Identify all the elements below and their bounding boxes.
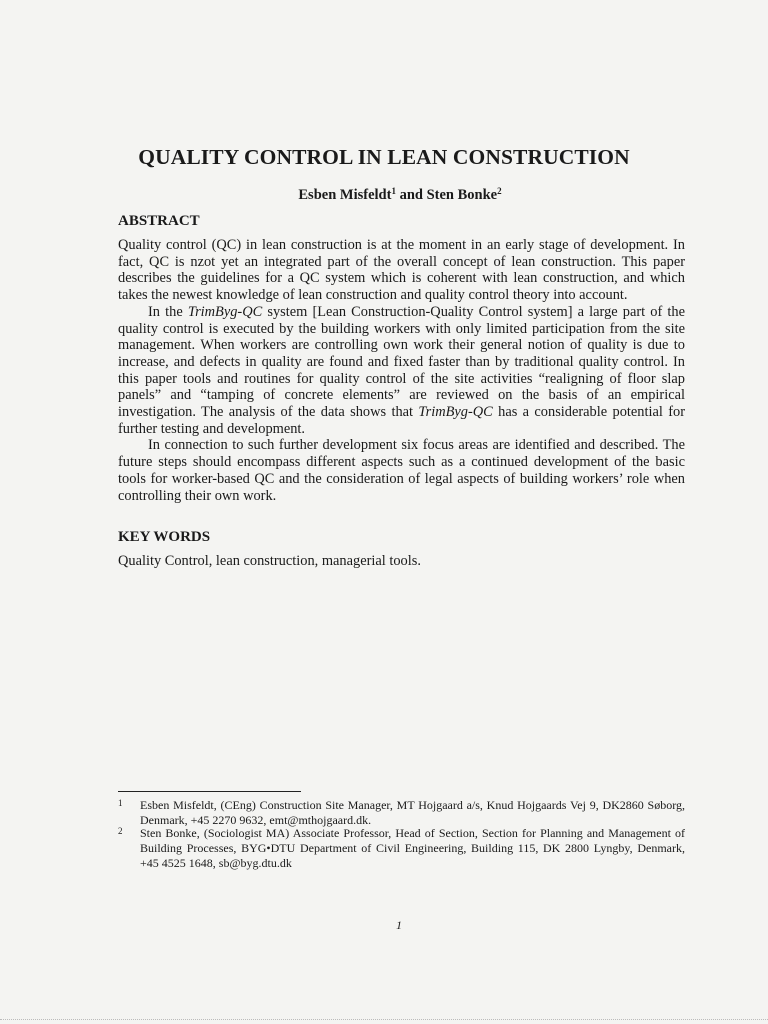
- abstract-paragraph-1: Quality control (QC) in lean construction is at the moment in an early stage of development. In fact, QC is nzot yet an integrated part of the overall concept of lean construction. This paper describes the guidelines for a QC system which is coherent with lean construction, and which takes the newest knowledge of lean construction and quality control theory into account.: [118, 237, 685, 304]
- abstract-body: [118, 237, 685, 504]
- footnote-1-number: 1: [118, 798, 123, 808]
- keywords-heading: KEY WORDS: [118, 529, 211, 545]
- footnote-1: [118, 798, 685, 828]
- footnote-1-text: Esben Misfeldt, (CEng) Construction Site Manager, MT Hojgaard a/s, Knud Hojgaards Vej 9, DK2860 Søborg, Denmark, +45 2270 9632, emt@mthojgaard.dk.: [140, 798, 685, 827]
- abstract-p2-text-b: system [Lean Construction-Quality Control system] a large part of the quality control is executed by the building workers with only limited participation from the site management. When workers are controlling own work their general notion of quality is due to increase, and defects in quality are found and fixed faster than by traditional quality control. In this paper tools and routines for quality control of the site activities “realigning of floor slap panels” and “tamping of concrete elements” are reviewed on the basis of an empirical investigation. The analysis of the data shows that: [118, 303, 686, 421]
- abstract-p2-system-name-2: TrimByg-QC: [418, 404, 493, 421]
- author-1: Esben Misfeldt: [298, 187, 392, 203]
- page-number: 1: [396, 918, 402, 932]
- author-1-footnote-mark: 1: [391, 186, 396, 196]
- author-2-footnote-mark: 2: [497, 186, 502, 196]
- author-conjunction: and: [395, 187, 427, 203]
- abstract-heading: ABSTRACT: [118, 213, 200, 229]
- abstract-paragraph-2: [118, 304, 685, 438]
- abstract-p2-text-c: has a considerable potential for further testing and development.: [118, 404, 685, 437]
- author-line: [0, 186, 768, 204]
- paper-title: QUALITY CONTROL IN LEAN CONSTRUCTION: [138, 145, 630, 169]
- abstract-paragraph-3: In connection to such further development six focus areas are identified and described. The future steps should encompass different aspects such as a continued development of the basic tools for worker-based QC and the consideration of legal aspects of building workers’ role when controlling their own work.: [118, 437, 685, 504]
- scan-edge-line: [0, 1019, 768, 1020]
- author-2: Sten Bonke: [426, 187, 498, 203]
- footnote-2-text: Sten Bonke, (Sociologist MA) Associate Professor, Head of Section, Section for Planning and Management of Building Processes, BYG•DTU Department of Civil Engineering, Building 115, DK 2800 Lyngby, Denmark, +45 4525 1648, sb@byg.dtu.dk: [140, 826, 685, 870]
- abstract-p2-system-name: TrimByg-QC: [187, 303, 263, 320]
- footnote-2: [118, 826, 685, 870]
- keywords-text: Quality Control, lean construction, managerial tools.: [118, 553, 421, 569]
- abstract-p2-text-a: In the: [148, 303, 188, 320]
- footnote-rule: [118, 791, 301, 792]
- footnote-2-number: 2: [118, 826, 123, 836]
